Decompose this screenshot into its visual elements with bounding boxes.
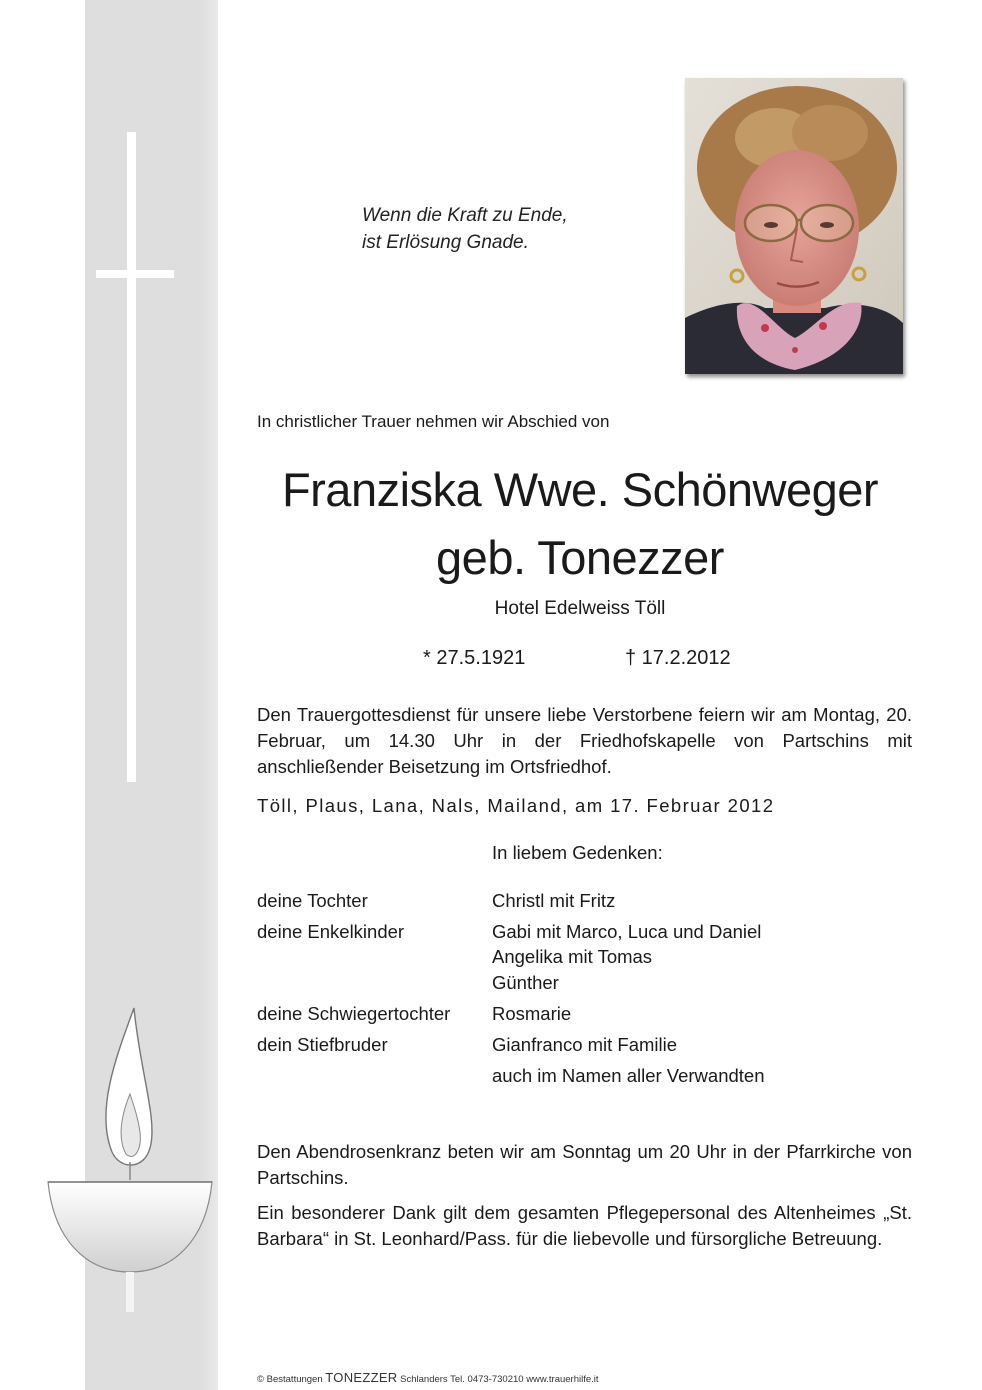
birth-date: * 27.5.1921 [423, 647, 526, 669]
memory-heading: In liebem Gedenken: [492, 842, 663, 863]
mourner-relation: deine Schwiegertochter [257, 1003, 451, 1024]
rosary-announcement: Den Abendrosenkranz beten wir am Sonntag um 20 Uhr in der Pfarrkirche von Partschins. [257, 1141, 912, 1188]
footer-prefix: © Bestattungen [257, 1374, 323, 1385]
footer [257, 1370, 599, 1385]
death-date: † 17.2.2012 [625, 647, 731, 669]
mourner-relation: dein Stiefbruder [257, 1034, 388, 1055]
footer-brand: TONEZZER [325, 1370, 398, 1385]
places-and-date: Töll, Plaus, Lana, Nals, Mailand, am 17. Februar 2012 [257, 795, 775, 816]
mourner-names: Gabi mit Marco, Luca und Daniel [492, 921, 762, 942]
portrait-photo [685, 78, 903, 374]
mourner-names: Christl mit Fritz [492, 890, 616, 911]
mourner-names: Günther [492, 972, 559, 993]
eternal-light-icon [44, 1002, 216, 1312]
footer-contact: Schlanders Tel. 0473-730210 www.trauerhilfe.it [400, 1374, 599, 1385]
quote [362, 202, 568, 256]
mourner-names: Rosmarie [492, 1003, 572, 1024]
intro-text: In christlicher Trauer nehmen wir Abschied von [257, 412, 610, 431]
thanks-text: Ein besonderer Dank gilt dem gesamten Pflegepersonal des Altenheimes „St. Barbara“ in St. Leonhard/Pass. für die liebevolle und fürsorgliche Betreuung. [257, 1202, 912, 1249]
deceased-name: Franziska Wwe. Schönweger [281, 463, 879, 516]
portrait-image [685, 78, 903, 374]
deceased-birth-name: geb. Tonezzer [436, 531, 724, 584]
closing-line: auch im Namen aller Verwandten [492, 1065, 765, 1086]
quote-line-2: ist Erlösung Gnade. [362, 232, 529, 253]
mourner-relation: deine Tochter [257, 890, 368, 911]
cross-icon [96, 132, 174, 782]
mourner-relation: deine Enkelkinder [257, 921, 405, 942]
deceased-affiliation: Hotel Edelweiss Töll [494, 598, 666, 619]
mourner-names: Gianfranco mit Familie [492, 1034, 678, 1055]
mourner-names: Angelika mit Tomas [492, 946, 653, 967]
quote-line-1: Wenn die Kraft zu Ende, [362, 205, 568, 226]
service-announcement: Den Trauergottesdienst für unsere liebe Verstorbene feiern wir am Montag, 20. Februar, um 14.30 Uhr in der Friedhofskapelle von Partschins mit anschließender Beisetzung im Ortsfriedhof. [257, 704, 912, 777]
